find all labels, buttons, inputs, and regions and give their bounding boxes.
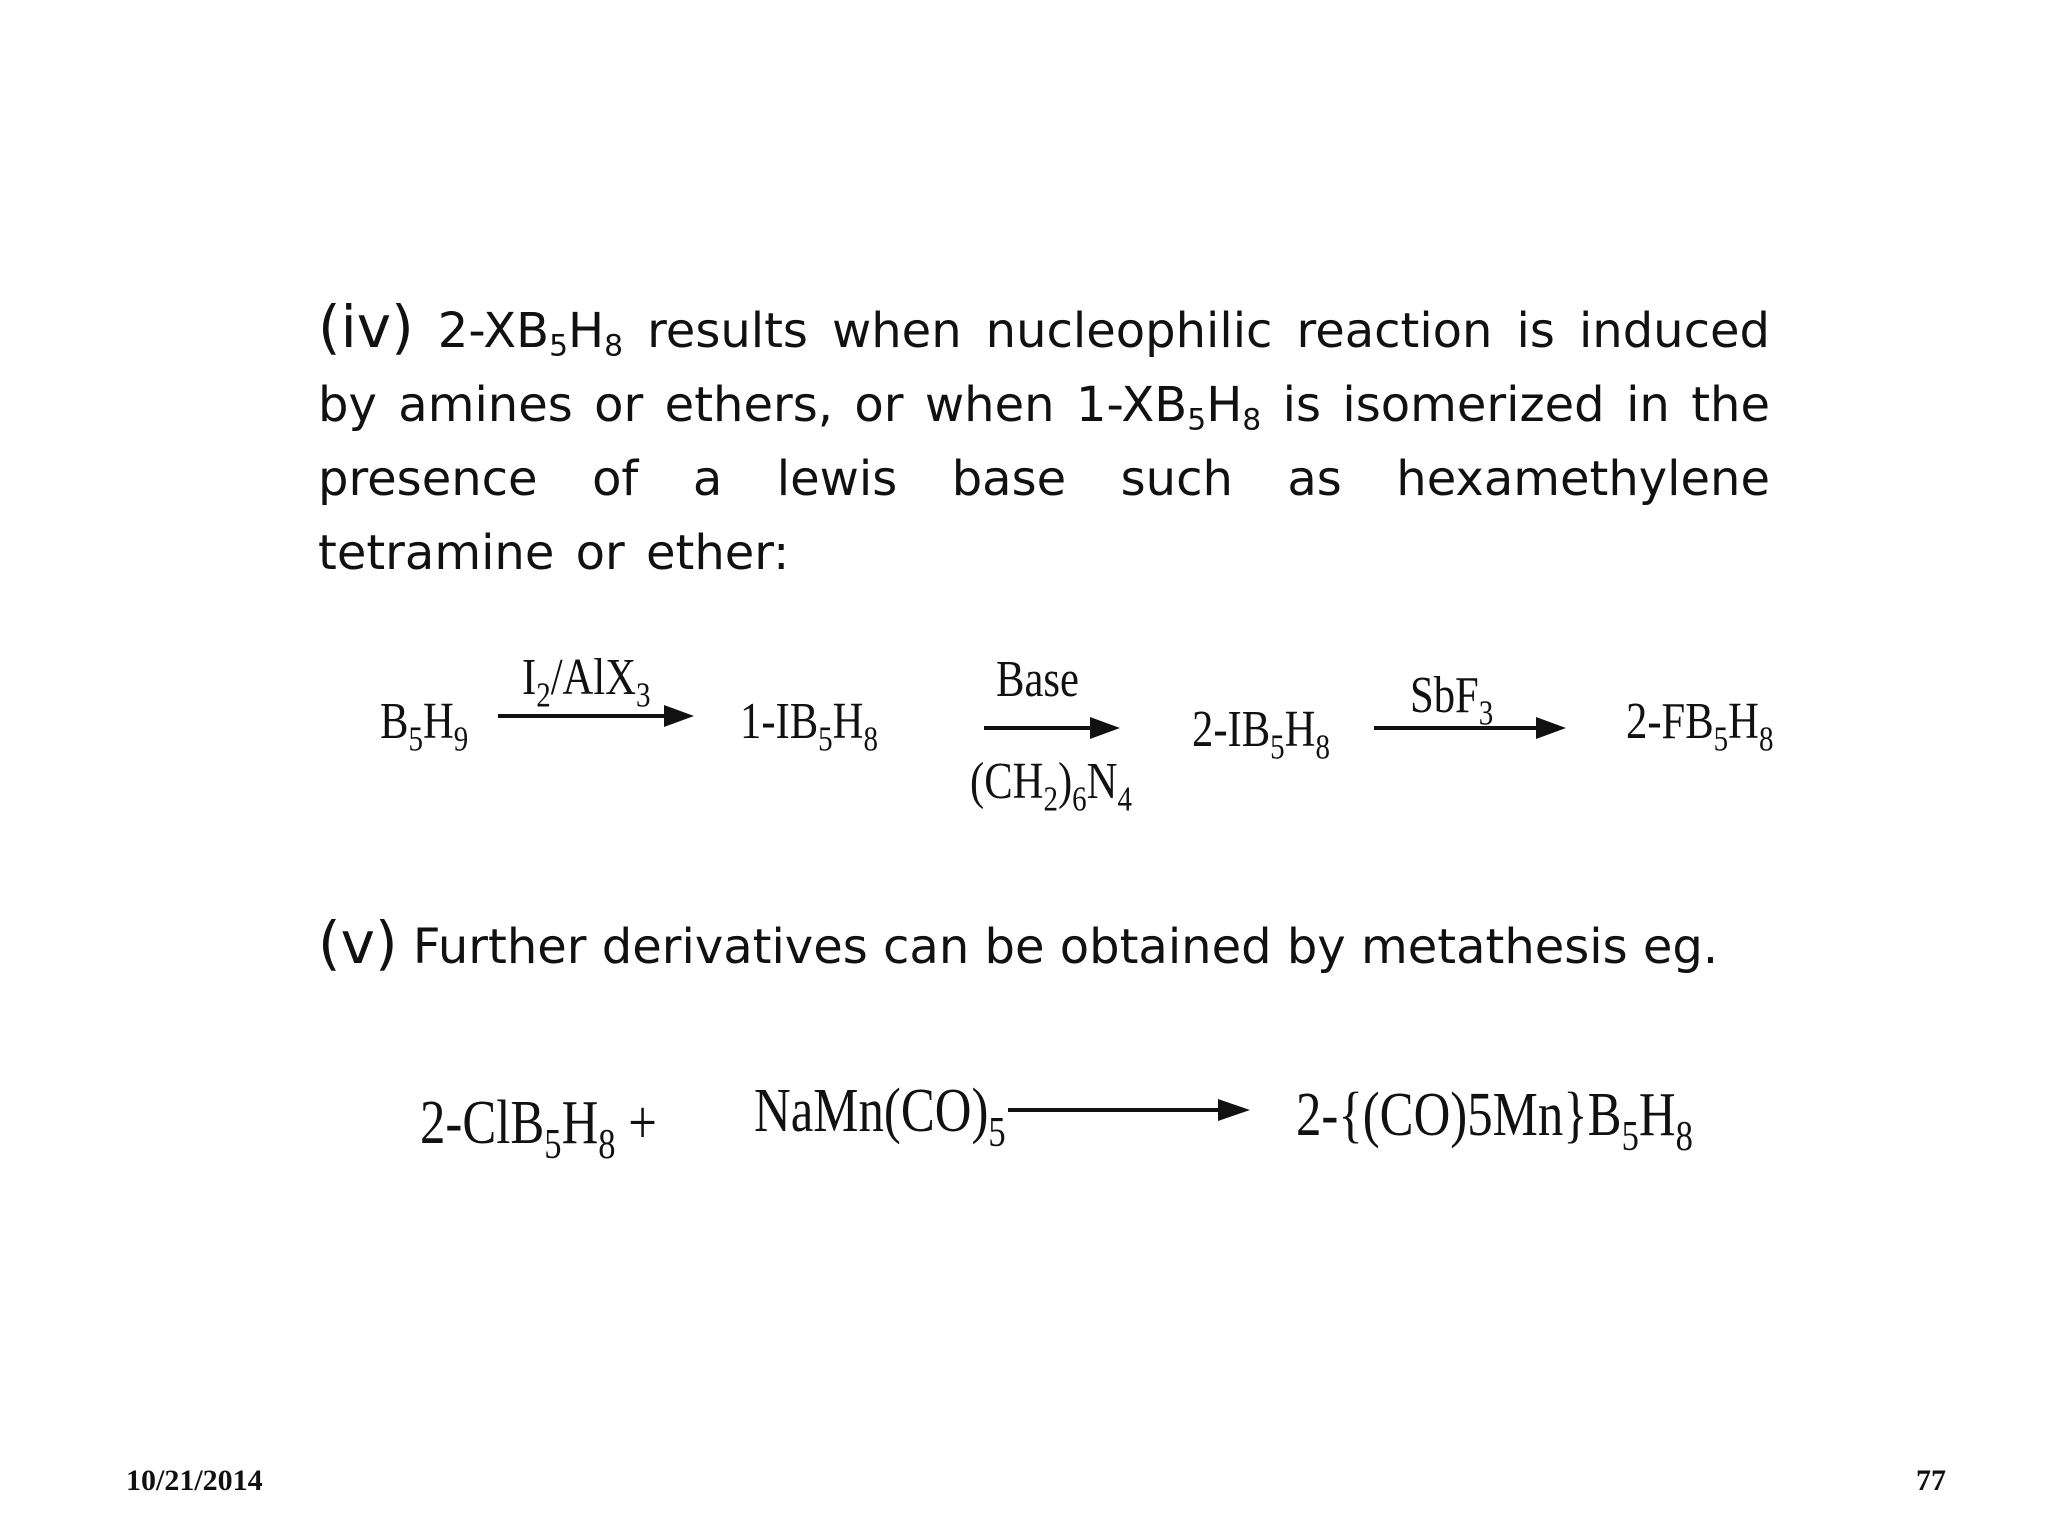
footer-page-number: 77 xyxy=(1916,1464,1946,1497)
reaction-arrow-3 xyxy=(1372,714,1568,742)
reactant-b5h9: $B_5H_9$ xyxy=(380,693,469,759)
paragraph-v: (v) Further derivatives can be obtained by metathesis eg. xyxy=(318,909,1719,977)
reactant-namn-co5: $NaMn(CO)_5$ xyxy=(754,1077,1006,1156)
footer-date: 10/21/2014 xyxy=(126,1464,263,1497)
paragraph-iv: (iv) $2-XB_5H_8$ results when nucleophilic reaction is induced by amines or ethers, or when $1-XB_5H_8$ is isomerized in the presence of a lewis base such as hexamethylene tetramine or ether: xyxy=(318,293,1771,581)
product-2-ib5h8: $2-IB_5H_8$ xyxy=(1192,701,1330,767)
product-2-fb5h8: $2-FB_5H_8$ xyxy=(1626,693,1774,759)
reagent-base: Base xyxy=(996,651,1079,708)
reactant-2-clb5h8: $2-ClB_5H_8$ + xyxy=(420,1089,657,1168)
item-label-iv: (iv) xyxy=(318,293,414,361)
plus-sign: + xyxy=(628,1089,657,1157)
reaction-arrow-2 xyxy=(982,714,1122,742)
reaction-arrow-4 xyxy=(1006,1096,1252,1124)
reagent-sbf3: SbF$_3$ xyxy=(1410,667,1494,733)
reagent-i2-alx3: $I_2/AlX_3$ xyxy=(522,649,651,715)
reaction-arrow-1 xyxy=(496,702,696,730)
product-1-ib5h8: $1-IB_5H_8$ xyxy=(740,693,878,759)
product-mn-carbonyl-borane: $2-\{(CO)5Mn\}B_5H_8$ xyxy=(1296,1081,1693,1160)
reagent-hexamethylenetetramine: $(CH_2)_6N_4$ xyxy=(970,753,1132,819)
item-label-v: (v) xyxy=(318,909,398,977)
